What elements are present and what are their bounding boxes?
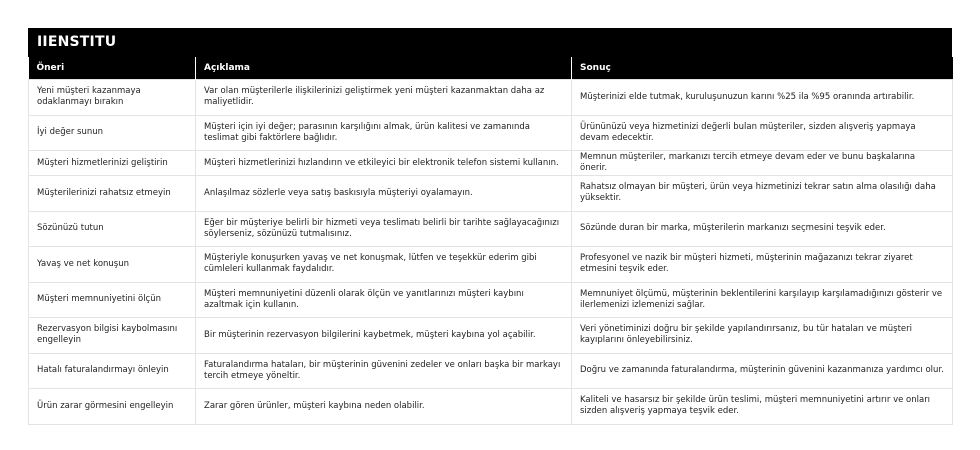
table-row xyxy=(29,115,953,151)
table-header xyxy=(29,57,953,80)
cell-oneri: Yavaş ve net konuşun xyxy=(29,247,196,283)
cell-aciklama: Var olan müşterilerle ilişkilerinizi geliştirmek yeni müşteri kazanmaktan daha az maliyetlidir. xyxy=(196,80,572,116)
cell-aciklama: Faturalandırma hataları, bir müşterinin güvenini zedeler ve onları başka bir markayı tercih etmeye yöneltir. xyxy=(196,353,572,389)
cell-sonuc: Ürününüzü veya hizmetinizi değerli bulan müşteriler, sizden alışveriş yapmaya devam edecektir. xyxy=(572,115,953,151)
content-wrapper xyxy=(28,28,952,425)
cell-aciklama: Müşteri için iyi değer; parasının karşılığını almak, ürün kalitesi ve zamanında teslimat gibi faktörlere bağlıdır. xyxy=(196,115,572,151)
table-body xyxy=(29,80,953,425)
table-row xyxy=(29,353,953,389)
cell-aciklama: Anlaşılmaz sözlerle veya satış baskısıyla müşteriyi oyalamayın. xyxy=(196,176,572,212)
cell-aciklama: Bir müşterinin rezervasyon bilgilerini kaybetmek, müşteri kaybına yol açabilir. xyxy=(196,318,572,354)
cell-oneri: Rezervasyon bilgisi kaybolmasını engelleyin xyxy=(29,318,196,354)
cell-aciklama: Müşteri memnuniyetini düzenli olarak ölçün ve yanıtlarınızı müşteri kaybını azaltmak için kullanın. xyxy=(196,282,572,318)
header-row xyxy=(29,57,953,80)
cell-sonuc: Veri yönetiminizi doğru bir şekilde yapılandırırsanız, bu tür hataları ve müşteri kayıplarını önleyebilirsiniz. xyxy=(572,318,953,354)
cell-sonuc: Memnuniyet ölçümü, müşterinin beklentilerini karşılayıp karşılamadığınızı gösterir ve ilerlemenizi izlemenizi sağlar. xyxy=(572,282,953,318)
cell-aciklama: Eğer bir müşteriye belirli bir hizmeti veya teslimatı belirli bir tarihte sağlayacağınızı söylerseniz, sözünüzü tutmalısınız. xyxy=(196,211,572,247)
cell-oneri: Müşterilerinizi rahatsız etmeyin xyxy=(29,176,196,212)
cell-sonuc: Rahatsız olmayan bir müşteri, ürün veya hizmetinizi tekrar satın alma olasılığı daha yüksektir. xyxy=(572,176,953,212)
cell-oneri: Yeni müşteri kazanmaya odaklanmayı bırakın xyxy=(29,80,196,116)
cell-sonuc: Kaliteli ve hasarsız bir şekilde ürün teslimi, müşteri memnuniyetini artırır ve onları sizden alışveriş yapmaya teşvik eder. xyxy=(572,389,953,425)
table-row xyxy=(29,176,953,212)
cell-sonuc: Doğru ve zamanında faturalandırma, müşterinin güvenini kazanmanıza yardımcı olur. xyxy=(572,353,953,389)
header-cell-oneri: Öneri xyxy=(29,57,196,80)
cell-oneri: Müşteri memnuniyetini ölçün xyxy=(29,282,196,318)
recommendations-table xyxy=(28,57,953,425)
table-row xyxy=(29,282,953,318)
header-cell-aciklama: Açıklama xyxy=(196,57,572,80)
brand-title: IIENSTITU xyxy=(28,28,952,57)
table-row xyxy=(29,247,953,283)
cell-aciklama: Müşteri hizmetlerinizi hızlandırın ve etkileyici bir elektronik telefon sistemi kullanın. xyxy=(196,151,572,176)
cell-sonuc: Profesyonel ve nazik bir müşteri hizmeti, müşterinin mağazanızı tekrar ziyaret etmesini teşvik eder. xyxy=(572,247,953,283)
table-row xyxy=(29,318,953,354)
cell-sonuc: Müşterinizi elde tutmak, kuruluşunuzun karını %25 ila %95 oranında artırabilir. xyxy=(572,80,953,116)
table-row xyxy=(29,80,953,116)
cell-aciklama: Müşteriyle konuşurken yavaş ve net konuşmak, lütfen ve teşekkür ederim gibi cümleleri kullanmak faydalıdır. xyxy=(196,247,572,283)
header-cell-sonuc: Sonuç xyxy=(572,57,953,80)
table-row xyxy=(29,389,953,425)
cell-oneri: Hatalı faturalandırmayı önleyin xyxy=(29,353,196,389)
cell-oneri: Ürün zarar görmesini engelleyin xyxy=(29,389,196,425)
cell-aciklama: Zarar gören ürünler, müşteri kaybına neden olabilir. xyxy=(196,389,572,425)
cell-oneri: Sözünüzü tutun xyxy=(29,211,196,247)
cell-sonuc: Sözünde duran bir marka, müşterilerin markanızı seçmesini teşvik eder. xyxy=(572,211,953,247)
cell-oneri: Müşteri hizmetlerinizi geliştirin xyxy=(29,151,196,176)
cell-sonuc: Memnun müşteriler, markanızı tercih etmeye devam eder ve bunu başkalarına önerir. xyxy=(572,151,953,176)
table-row xyxy=(29,211,953,247)
cell-oneri: İyi değer sunun xyxy=(29,115,196,151)
table-row xyxy=(29,151,953,176)
